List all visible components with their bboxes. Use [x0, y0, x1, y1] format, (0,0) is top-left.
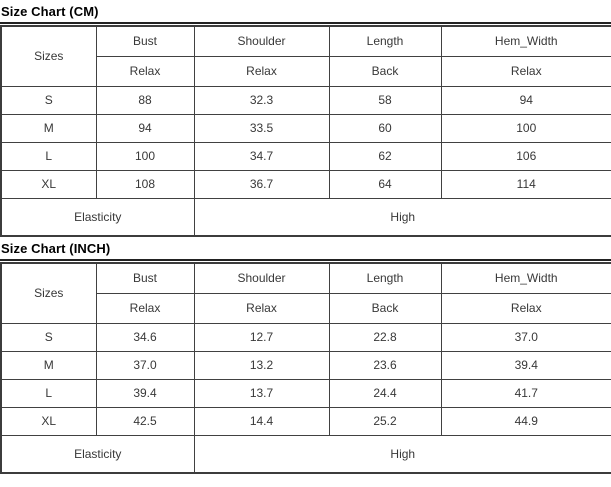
value-cell-hem-width: 106	[441, 142, 611, 170]
size-cell: M	[1, 114, 96, 142]
size-cell: L	[1, 379, 96, 407]
value-cell-length: 60	[329, 114, 441, 142]
size-chart-inch-section	[0, 237, 611, 474]
header-shoulder: Shoulder	[194, 26, 329, 56]
table-row-xl	[1, 407, 611, 435]
value-cell-hem-width: 114	[441, 170, 611, 198]
elasticity-label: Elasticity	[1, 198, 194, 236]
value-cell-shoulder: 12.7	[194, 323, 329, 351]
value-cell-bust: 94	[96, 114, 194, 142]
value-cell-length: 24.4	[329, 379, 441, 407]
size-cell: S	[1, 86, 96, 114]
elasticity-row	[1, 435, 611, 473]
value-cell-hem-width: 37.0	[441, 323, 611, 351]
value-cell-shoulder: 36.7	[194, 170, 329, 198]
value-cell-bust: 108	[96, 170, 194, 198]
value-cell-shoulder: 14.4	[194, 407, 329, 435]
size-chart-cm-title: Size Chart (CM)	[0, 0, 611, 24]
value-cell-bust: 37.0	[96, 351, 194, 379]
value-cell-length: 58	[329, 86, 441, 114]
subheader-hem-relax: Relax	[441, 56, 611, 86]
value-cell-shoulder: 13.7	[194, 379, 329, 407]
size-chart-inch-title: Size Chart (INCH)	[0, 237, 611, 261]
subheader-length-back: Back	[329, 293, 441, 323]
size-cell: XL	[1, 407, 96, 435]
value-cell-bust: 88	[96, 86, 194, 114]
table-row-l	[1, 379, 611, 407]
size-cell: XL	[1, 170, 96, 198]
value-cell-hem-width: 44.9	[441, 407, 611, 435]
header-sizes: Sizes	[1, 263, 96, 323]
value-cell-length: 62	[329, 142, 441, 170]
table-row-s	[1, 86, 611, 114]
subheader-hem-relax: Relax	[441, 293, 611, 323]
value-cell-shoulder: 33.5	[194, 114, 329, 142]
subheader-bust-relax: Relax	[96, 56, 194, 86]
header-row-main	[1, 263, 611, 293]
size-chart-inch-table	[0, 262, 611, 474]
value-cell-length: 64	[329, 170, 441, 198]
value-cell-shoulder: 13.2	[194, 351, 329, 379]
value-cell-hem-width: 41.7	[441, 379, 611, 407]
elasticity-label: Elasticity	[1, 435, 194, 473]
value-cell-bust: 39.4	[96, 379, 194, 407]
header-hem-width: Hem_Width	[441, 26, 611, 56]
header-shoulder: Shoulder	[194, 263, 329, 293]
size-chart-cm-table	[0, 25, 611, 237]
value-cell-length: 22.8	[329, 323, 441, 351]
value-cell-length: 25.2	[329, 407, 441, 435]
subheader-length-back: Back	[329, 56, 441, 86]
value-cell-shoulder: 34.7	[194, 142, 329, 170]
elasticity-value: High	[194, 198, 611, 236]
header-hem-width: Hem_Width	[441, 263, 611, 293]
header-length: Length	[329, 263, 441, 293]
header-row-main	[1, 26, 611, 56]
subheader-shoulder-relax: Relax	[194, 293, 329, 323]
elasticity-value: High	[194, 435, 611, 473]
size-cell: L	[1, 142, 96, 170]
value-cell-length: 23.6	[329, 351, 441, 379]
table-row-xl	[1, 170, 611, 198]
size-cell: M	[1, 351, 96, 379]
header-sizes: Sizes	[1, 26, 96, 86]
header-bust: Bust	[96, 263, 194, 293]
table-row-l	[1, 142, 611, 170]
value-cell-bust: 34.6	[96, 323, 194, 351]
value-cell-hem-width: 100	[441, 114, 611, 142]
elasticity-row	[1, 198, 611, 236]
value-cell-hem-width: 39.4	[441, 351, 611, 379]
value-cell-bust: 100	[96, 142, 194, 170]
table-row-m	[1, 114, 611, 142]
header-bust: Bust	[96, 26, 194, 56]
subheader-shoulder-relax: Relax	[194, 56, 329, 86]
value-cell-hem-width: 94	[441, 86, 611, 114]
size-chart-cm-section	[0, 0, 611, 237]
subheader-bust-relax: Relax	[96, 293, 194, 323]
value-cell-bust: 42.5	[96, 407, 194, 435]
value-cell-shoulder: 32.3	[194, 86, 329, 114]
table-row-s	[1, 323, 611, 351]
size-cell: S	[1, 323, 96, 351]
header-length: Length	[329, 26, 441, 56]
table-row-m	[1, 351, 611, 379]
